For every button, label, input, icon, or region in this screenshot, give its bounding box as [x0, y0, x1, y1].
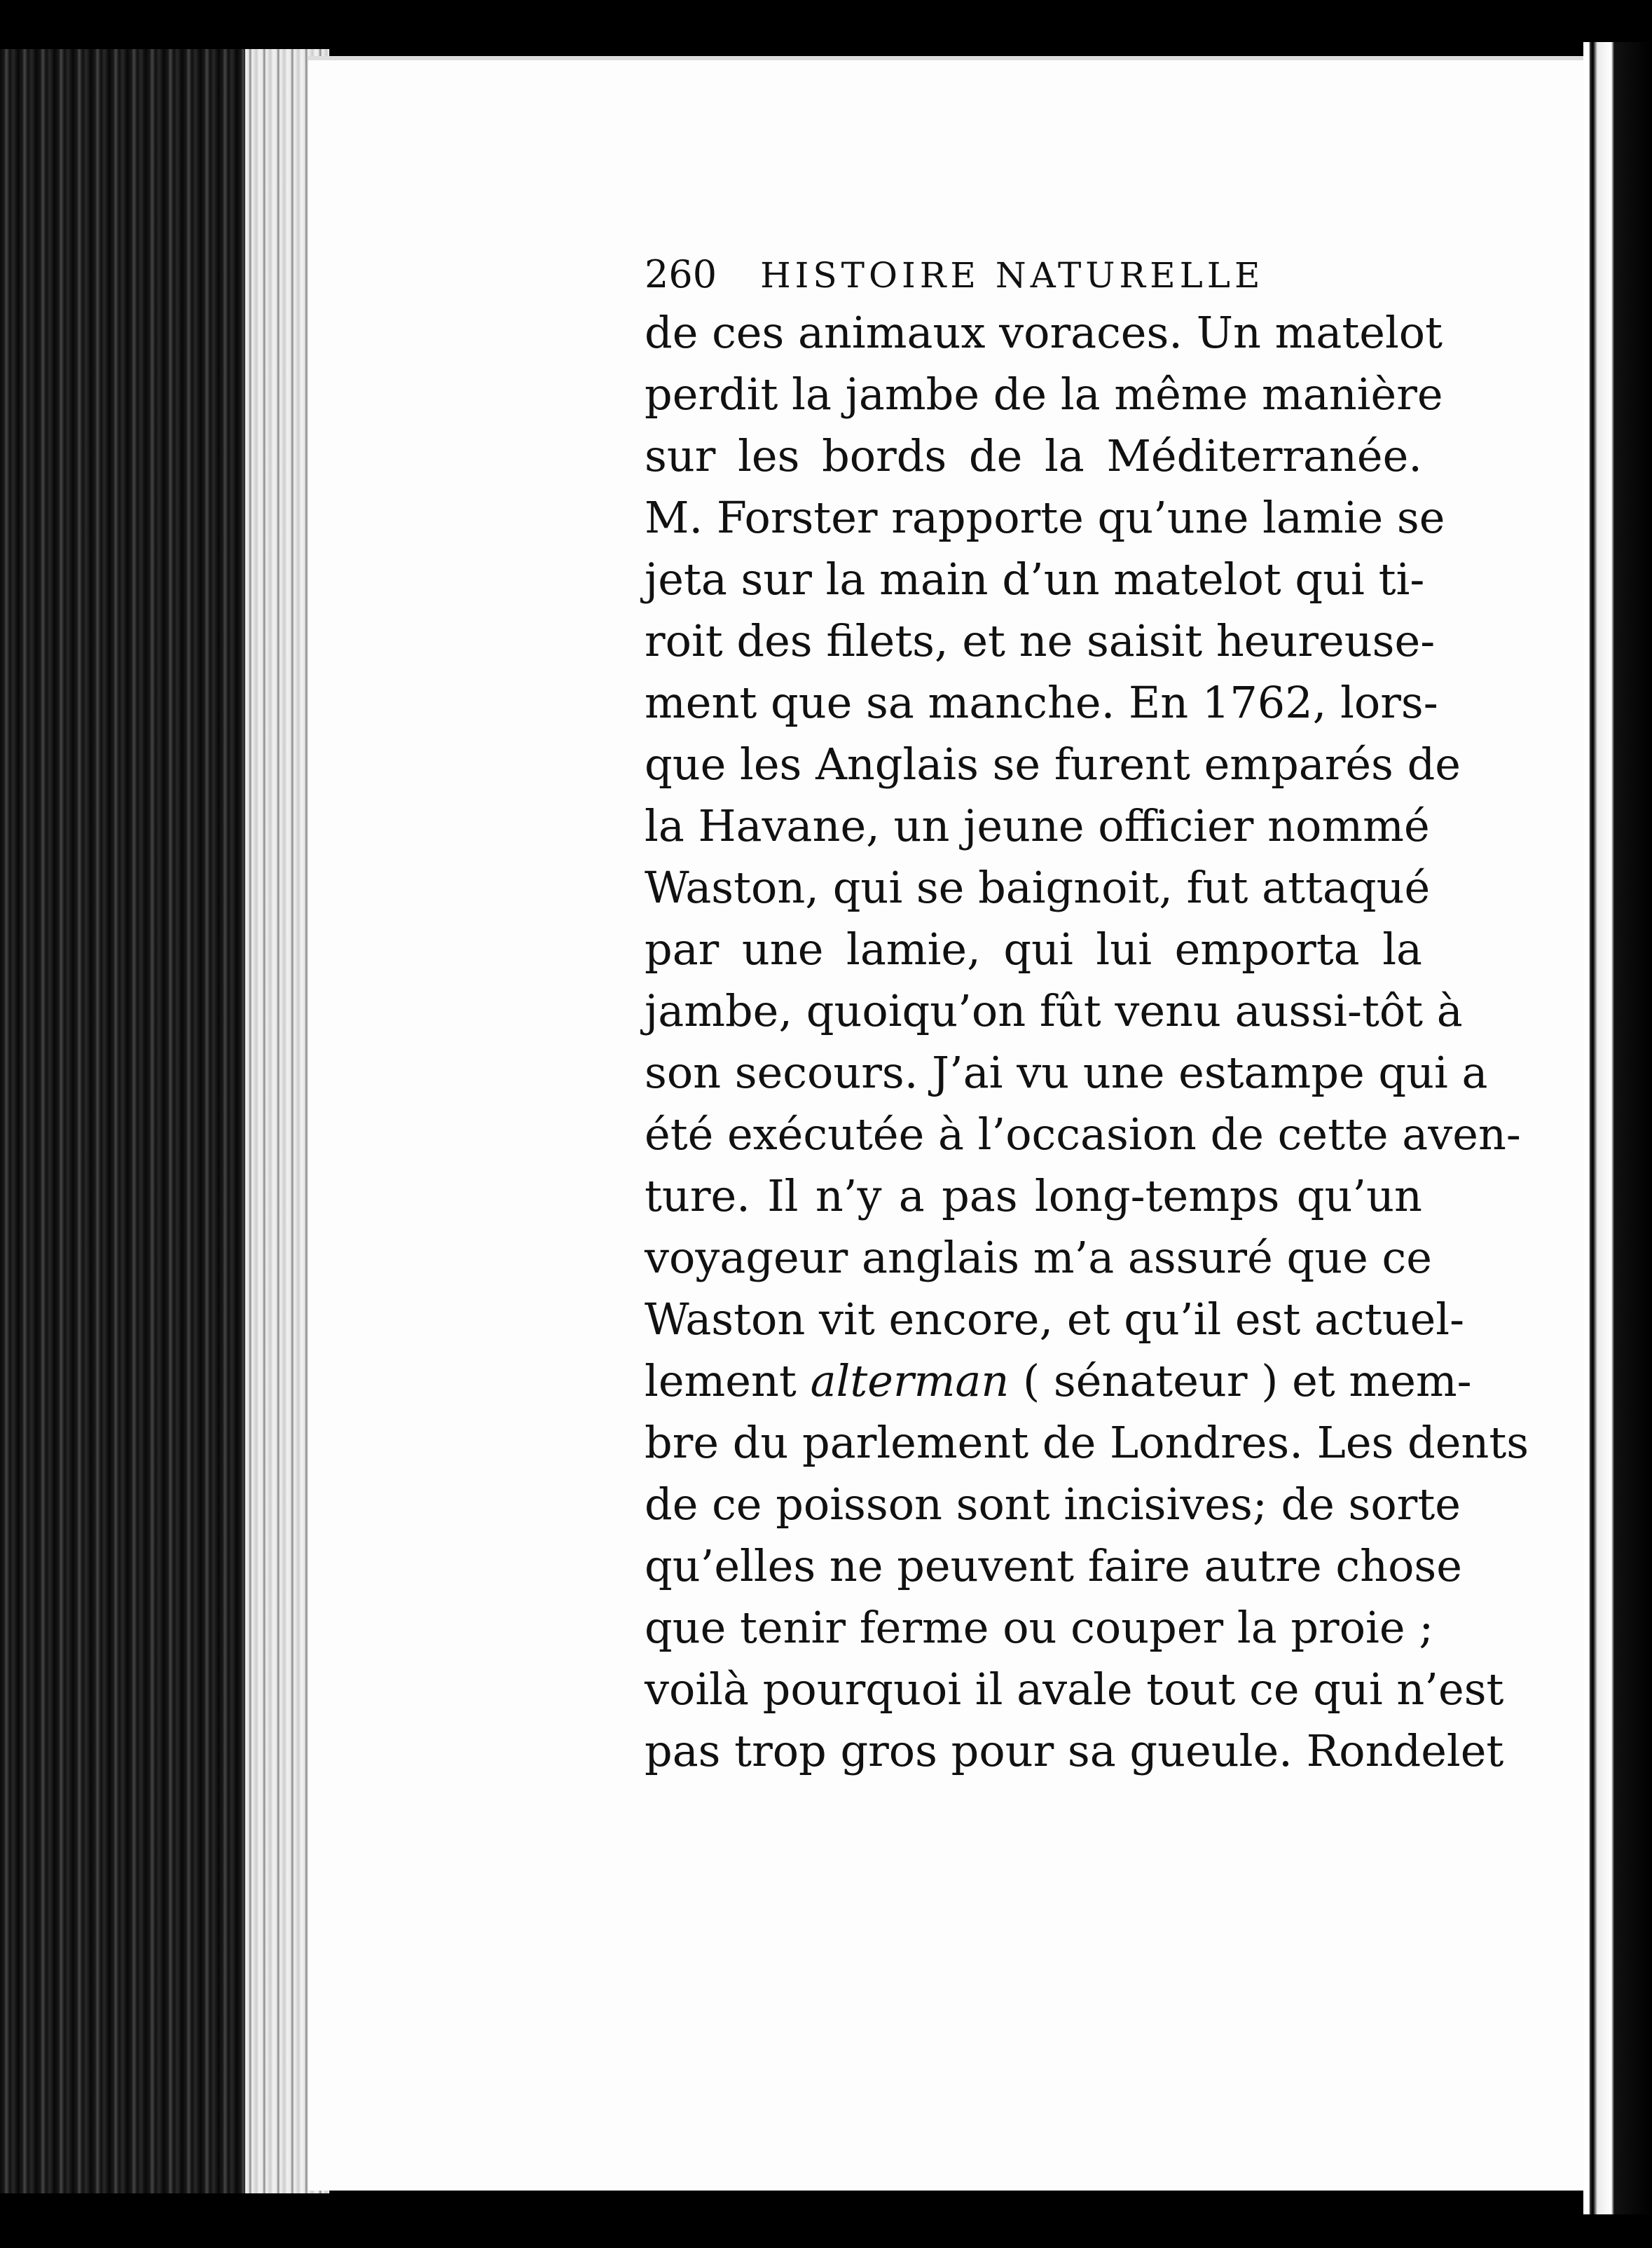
text-line: de ces animaux voraces. Un matelot	[645, 307, 1443, 358]
page-number: 260	[645, 252, 717, 296]
text-line: que les Anglais se furent emparés de	[645, 739, 1461, 790]
italic-line-before: lement	[645, 1355, 811, 1406]
text-line: Waston vit encore, et qu’il est actuel-	[645, 1294, 1465, 1345]
running-title: HISTOIRE NATURELLE	[760, 255, 1265, 296]
text-line: ment que sa manche. En 1762, lors-	[645, 677, 1438, 728]
text-line: sur les bords de la Méditerranée.	[645, 430, 1422, 481]
text-line: qu’elles ne peuvent faire autre chose	[645, 1540, 1462, 1591]
text-line: voyageur anglais m’a assuré que ce	[645, 1232, 1432, 1283]
text-line: perdit la jambe de la même manière	[645, 369, 1443, 420]
text-line: jambe, quoiqu’on fût venu aussi-tôt à	[645, 985, 1463, 1036]
text-line: voilà pourquoi il avale tout ce qui n’est	[645, 1664, 1504, 1715]
text-line: pas trop gros pour sa gueule. Rondelet	[645, 1725, 1504, 1776]
italic-line-after: ( sénateur ) et mem-	[1009, 1355, 1472, 1406]
italic-term: alterman	[810, 1355, 1010, 1406]
running-head	[645, 252, 1443, 296]
text-line: ture. Il n’y a pas long-temps qu’un	[645, 1170, 1422, 1221]
text-line: son secours. J’ai vu une estampe qui a	[645, 1047, 1488, 1098]
text-line: roit des filets, et ne saisit heureuse-	[645, 615, 1436, 666]
text-line: M. Forster rapporte qu’une lamie se	[645, 492, 1445, 543]
page-text-block	[645, 252, 1529, 1782]
text-line: jeta sur la main d’un matelot qui ti-	[645, 554, 1425, 605]
text-line: été exécutée à l’occasion de cette aven-	[645, 1109, 1521, 1160]
book-fore-edge	[0, 49, 329, 2193]
text-line: bre du parlement de Londres. Les dents	[645, 1417, 1529, 1468]
text-line: de ce poisson sont incisives; de sorte	[645, 1479, 1461, 1530]
text-line: la Havane, un jeune officier nommé	[645, 800, 1430, 851]
text-line: que tenir ferme ou couper la proie ;	[645, 1602, 1434, 1653]
opposite-leaf-edge	[1583, 42, 1652, 2214]
text-line: par une lamie, qui lui emporta la	[645, 924, 1422, 975]
text-line: Waston, qui se baignoit, fut attaqué	[645, 862, 1431, 913]
text-line-with-italic	[645, 1350, 1472, 1412]
